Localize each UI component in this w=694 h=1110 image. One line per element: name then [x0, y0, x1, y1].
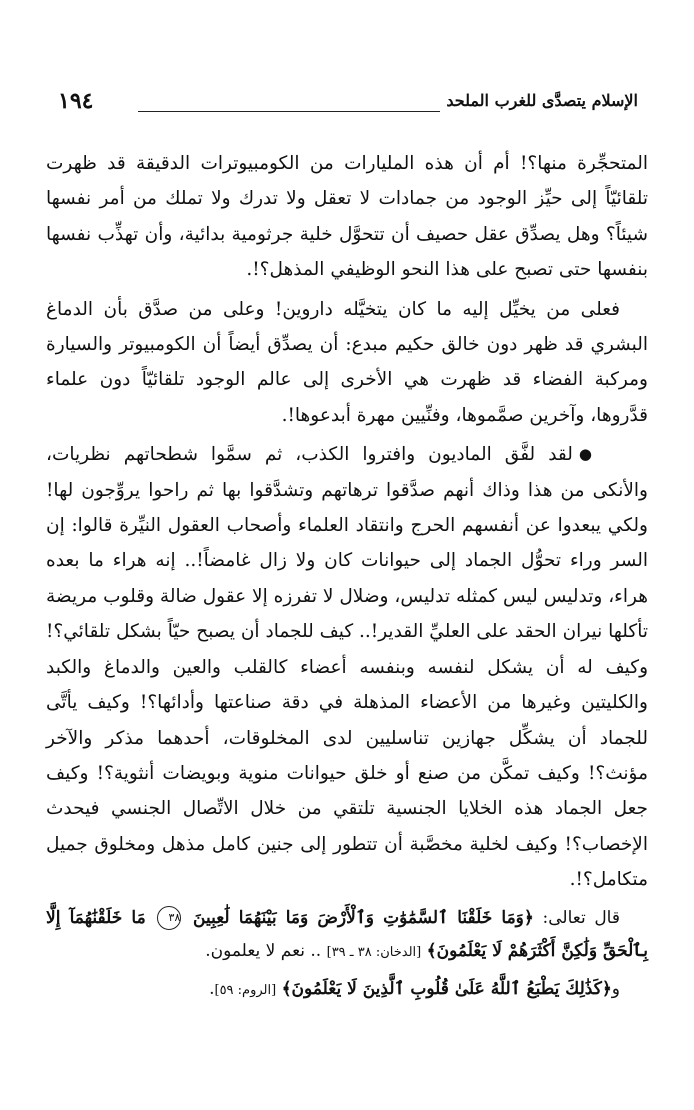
ayah-number-icon: ٣٨: [157, 906, 181, 930]
quran-text-a: ﴿وَمَا خَلَقْنَا ٱلسَّمَٰوَٰتِ وَٱلْأَرْضَ وَمَا بَيْنَهُمَا لَٰعِبِينَ: [193, 907, 534, 928]
paragraph-darwin: فعلى من يخيِّل إليه ما كان يتخيَّله داروين! وعلى من صدَّق بأن الدماغ البشري قد ظهر دون خالق حكيم مبدع: أن يصدِّق أيضاً أن الكومبيوتر والسيارة ومركبة الفضاء قد ظهرت هي الأخرى إلى عالم الوجود تلقائيّاً دون علماء قدَّروها، وآخرين صمَّموها، وفنِّيين مهرة أبدعوها!.: [46, 298, 648, 426]
surah-reference-1: [الدخان: ٣٨ ـ ٣٩]: [326, 944, 422, 960]
body-text: [46, 146, 648, 1007]
paragraph-materialists-text: لقد لفَّق الماديون وافتروا الكذب، ثم سمَّوا شطحاتهم نظريات، والأنكى من هذا وذاك أنهم صدَّقوا ترهاتهم وتشدَّقوا بها ثم راحوا يروِّجون لها! ولكي يبعدوا عن أنفسهم الحرج وانتقاد العلماء وأصحاب العقول النيِّرة قالوا: إن السر وراء تحوُّل الجماد إلى حيوانات كان ولا زال غامضاً!.. إنه هراء ما بعده هراء، وتدليس ليس كمثله تدليس، وضلال لا تفرزه إلا عقول ضالة وقلوب مريضة تأكلها نيران الحقد على العليِّ القدير!.. كيف للجماد أن يصبح حيّاً بشكل تلقائي؟! وكيف له أن يشكل لنفسه وبنفسه أعضاء كالقلب والعين والدماغ والكبد والكليتين وغيرها من الأعضاء المذهلة في دقة صناعتها وأدائها؟! وكيف يأتَّى للجماد أن يشكِّل جهازين تناسليين لدى المخلوقات، أحدهما مذكر والآخر مؤنث؟! وكيف تمكَّن من صنع أو خلق حيوانات منوية وبويضات أنثوية؟! وكيف جعل الجماد هذه الخلايا الجنسية تلتقي من خلال الاتِّصال الجنسي فيحدث الإخصاب؟! وكيف لخلية مخصَّبة أن تتطور إلى جنين كامل مذهل ومخلوق جميل متكامل؟!.: [45, 444, 648, 891]
header-rule: [138, 111, 440, 112]
quran-citation-1: [46, 902, 648, 969]
bullet-icon: ●: [578, 445, 592, 464]
verse-tail-1: .. نعم لا يعلمون.: [205, 940, 322, 961]
quran-text-b: مَا خَلَقْنَٰهُمَآ إِلَّا بِٱلْحَقِّ وَلَٰكِنَّ أَكْثَرَهُمْ لَا يَعْلَمُونَ﴾: [46, 907, 648, 961]
quran-citation-2: [46, 973, 648, 1007]
surah-reference-2: [الروم: ٥٩]: [214, 982, 277, 998]
paragraph-materialists: [46, 437, 648, 897]
paragraph-continued: المتحجِّرة منها؟! أم أن هذه المليارات من الكومبيوترات الدقيقة قد ظهرت تلقائيّاً إلى حيِّز الوجود من جمادات لا تعقل ولا تدرك ولا تملك من أمر نفسها شيئاً؟ وهل يصدِّق عقل حصيف أن تتحوَّل خلية جرثومية بدائية، وأن تهذِّب نفسها بنفسها حتى تصبح على هذا النحو الوظيفي المذهل؟!.: [46, 153, 648, 281]
verse-tail-2: .: [209, 978, 215, 999]
verse-intro: قال تعالى:: [542, 907, 620, 928]
running-title: الإسلام يتصدَّى للغرب الملحد: [446, 91, 638, 110]
verse-prefix: و: [611, 978, 620, 999]
page-number: ١٩٤: [58, 88, 94, 114]
quran-text-2: ﴿كَذَٰلِكَ يَطْبَعُ ٱللَّهُ عَلَىٰ قُلُوبِ ٱلَّذِينَ لَا يَعْلَمُونَ﴾: [281, 978, 612, 999]
running-header: [58, 86, 638, 116]
